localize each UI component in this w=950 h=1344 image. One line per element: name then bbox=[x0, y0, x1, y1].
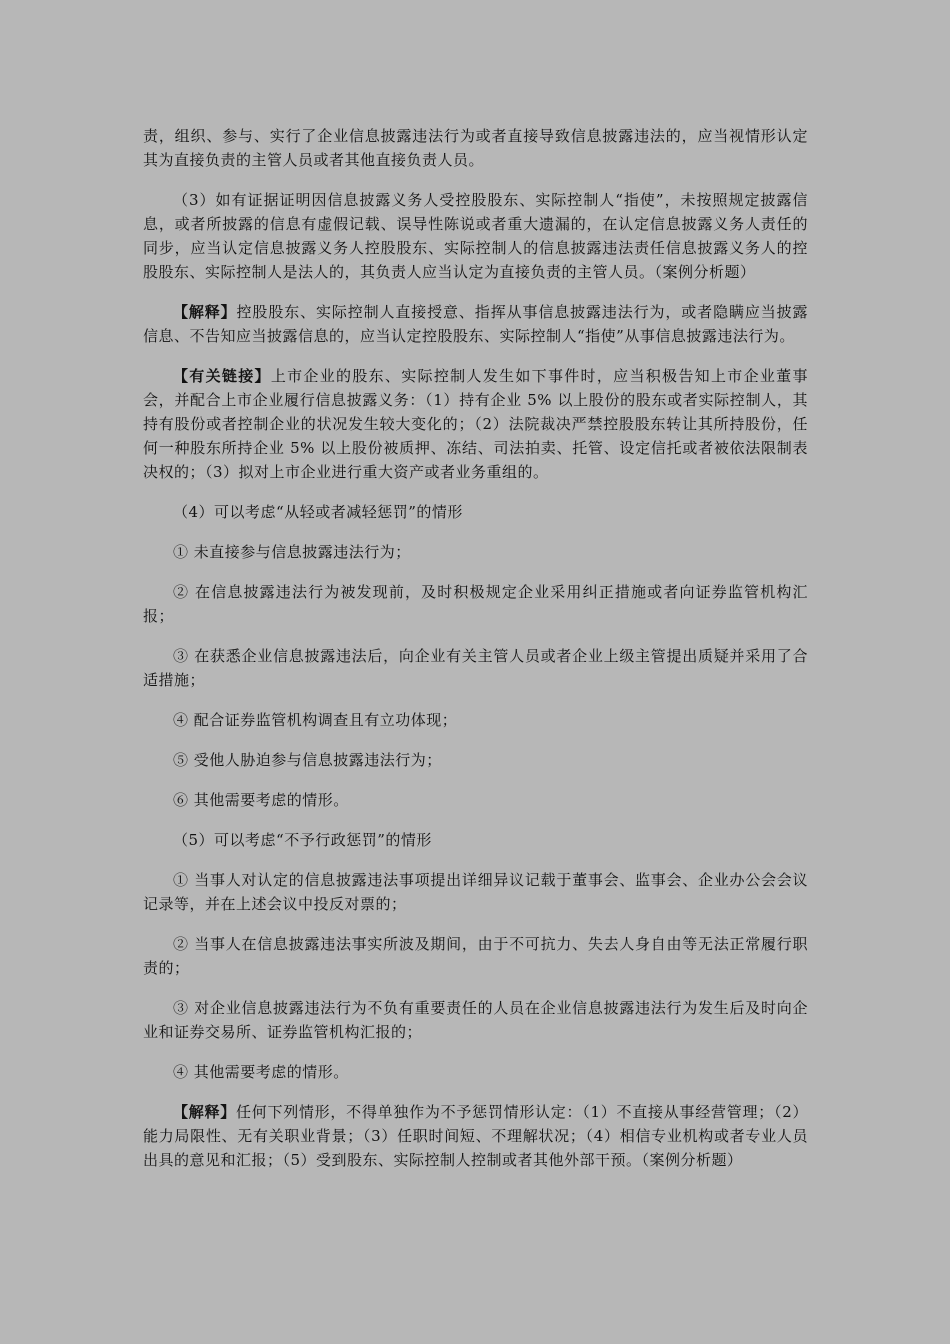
list-item: ④ 配合证券监管机构调查且有立功体现； bbox=[173, 711, 458, 729]
document-page bbox=[143, 124, 808, 1188]
explanation-text: 控股股东、实际控制人直接授意、指挥从事信息披露违法行为，或者隐瞒应当披露信息、不告知应当披露信息的，应当认定控股股东、实际控制人“指使”从事信息披露违法行为。 bbox=[143, 303, 808, 345]
list-item: ⑤ 受他人胁迫参与信息披露违法行为； bbox=[173, 751, 442, 769]
paragraph-item-3: （3）如有证据证明因信息披露义务人受控股股东、实际控制人“指使”，未按照规定披露信息，或者所披露的信息有虚假记载、误导性陈说或者重大遗漏的，在认定信息披露义务人责任的同步，应当认定信息披露义务人控股股东、实际控制人的信息披露违法责任信息披露义务人的控股股东、实际控制人是法人的，其负责人应当认定为直接负责的主管人员。（案例分析题） bbox=[143, 191, 808, 281]
paragraph-related-links bbox=[143, 364, 808, 484]
paragraph-explanation-1 bbox=[143, 300, 808, 348]
explanation-tag: 【解释】 bbox=[173, 303, 237, 321]
paragraph-item-5-heading: （5）可以考虑“不予行政惩罚”的情形 bbox=[173, 831, 432, 849]
related-links-tag: 【有关链接】 bbox=[173, 367, 271, 385]
paragraph-item-4-heading: （4）可以考虑“从轻或者减轻惩罚”的情形 bbox=[173, 503, 463, 521]
list-item: ③ 对企业信息披露违法行为不负有重要责任的人员在企业信息披露违法行为发生后及时向企业和证券交易所、证券监管机构汇报的； bbox=[143, 999, 808, 1041]
paragraph-continuation: 责，组织、参与、实行了企业信息披露违法行为或者直接导致信息披露违法的，应当视情形认定其为直接负责的主管人员或者其他直接负责人员。 bbox=[143, 127, 808, 169]
list-item: ② 当事人在信息披露违法事实所波及期间，由于不可抗力、失去人身自由等无法正常履行职责的； bbox=[143, 935, 808, 977]
related-links-text: 上市企业的股东、实际控制人发生如下事件时，应当积极告知上市企业董事会，并配合上市企业履行信息披露义务：（1）持有企业 5% 以上股份的股东或者实际控制人，其持有股份或者控制企业的状况发生较大变化的；（2）法院裁决严禁控股股东转让其所持股份，任何一种股东所持企业 5% 以上股份被质押、冻结、司法拍卖、托管、设定信托或者被依法限制表决权的；（3）拟对上市企业进行重大资产或者业务重组的。 bbox=[143, 367, 808, 481]
list-item: ① 未直接参与信息披露违法行为； bbox=[173, 543, 411, 561]
explanation-text: 任何下列情形，不得单独作为不予惩罚情形认定：（1）不直接从事经营管理；（2）能力局限性、无有关职业背景；（3）任职时间短、不理解状况；（4）相信专业机构或者专业人员出具的意见和汇报；（5）受到股东、实际控制人控制或者其他外部干预。（案例分析题） bbox=[143, 1103, 808, 1169]
list-item: ① 当事人对认定的信息披露违法事项提出详细异议记载于董事会、监事会、企业办公会会议记录等，并在上述会议中投反对票的； bbox=[143, 871, 808, 913]
list-item: ⑥ 其他需要考虑的情形。 bbox=[173, 791, 349, 809]
list-item: ③ 在获悉企业信息披露违法后，向企业有关主管人员或者企业上级主管提出质疑并采用了合适措施； bbox=[143, 647, 808, 689]
paragraph-explanation-2 bbox=[143, 1100, 808, 1172]
explanation-tag: 【解释】 bbox=[173, 1103, 236, 1121]
list-item: ② 在信息披露违法行为被发现前，及时积极规定企业采用纠正措施或者向证券监管机构汇报； bbox=[143, 583, 808, 625]
list-item: ④ 其他需要考虑的情形。 bbox=[173, 1063, 349, 1081]
